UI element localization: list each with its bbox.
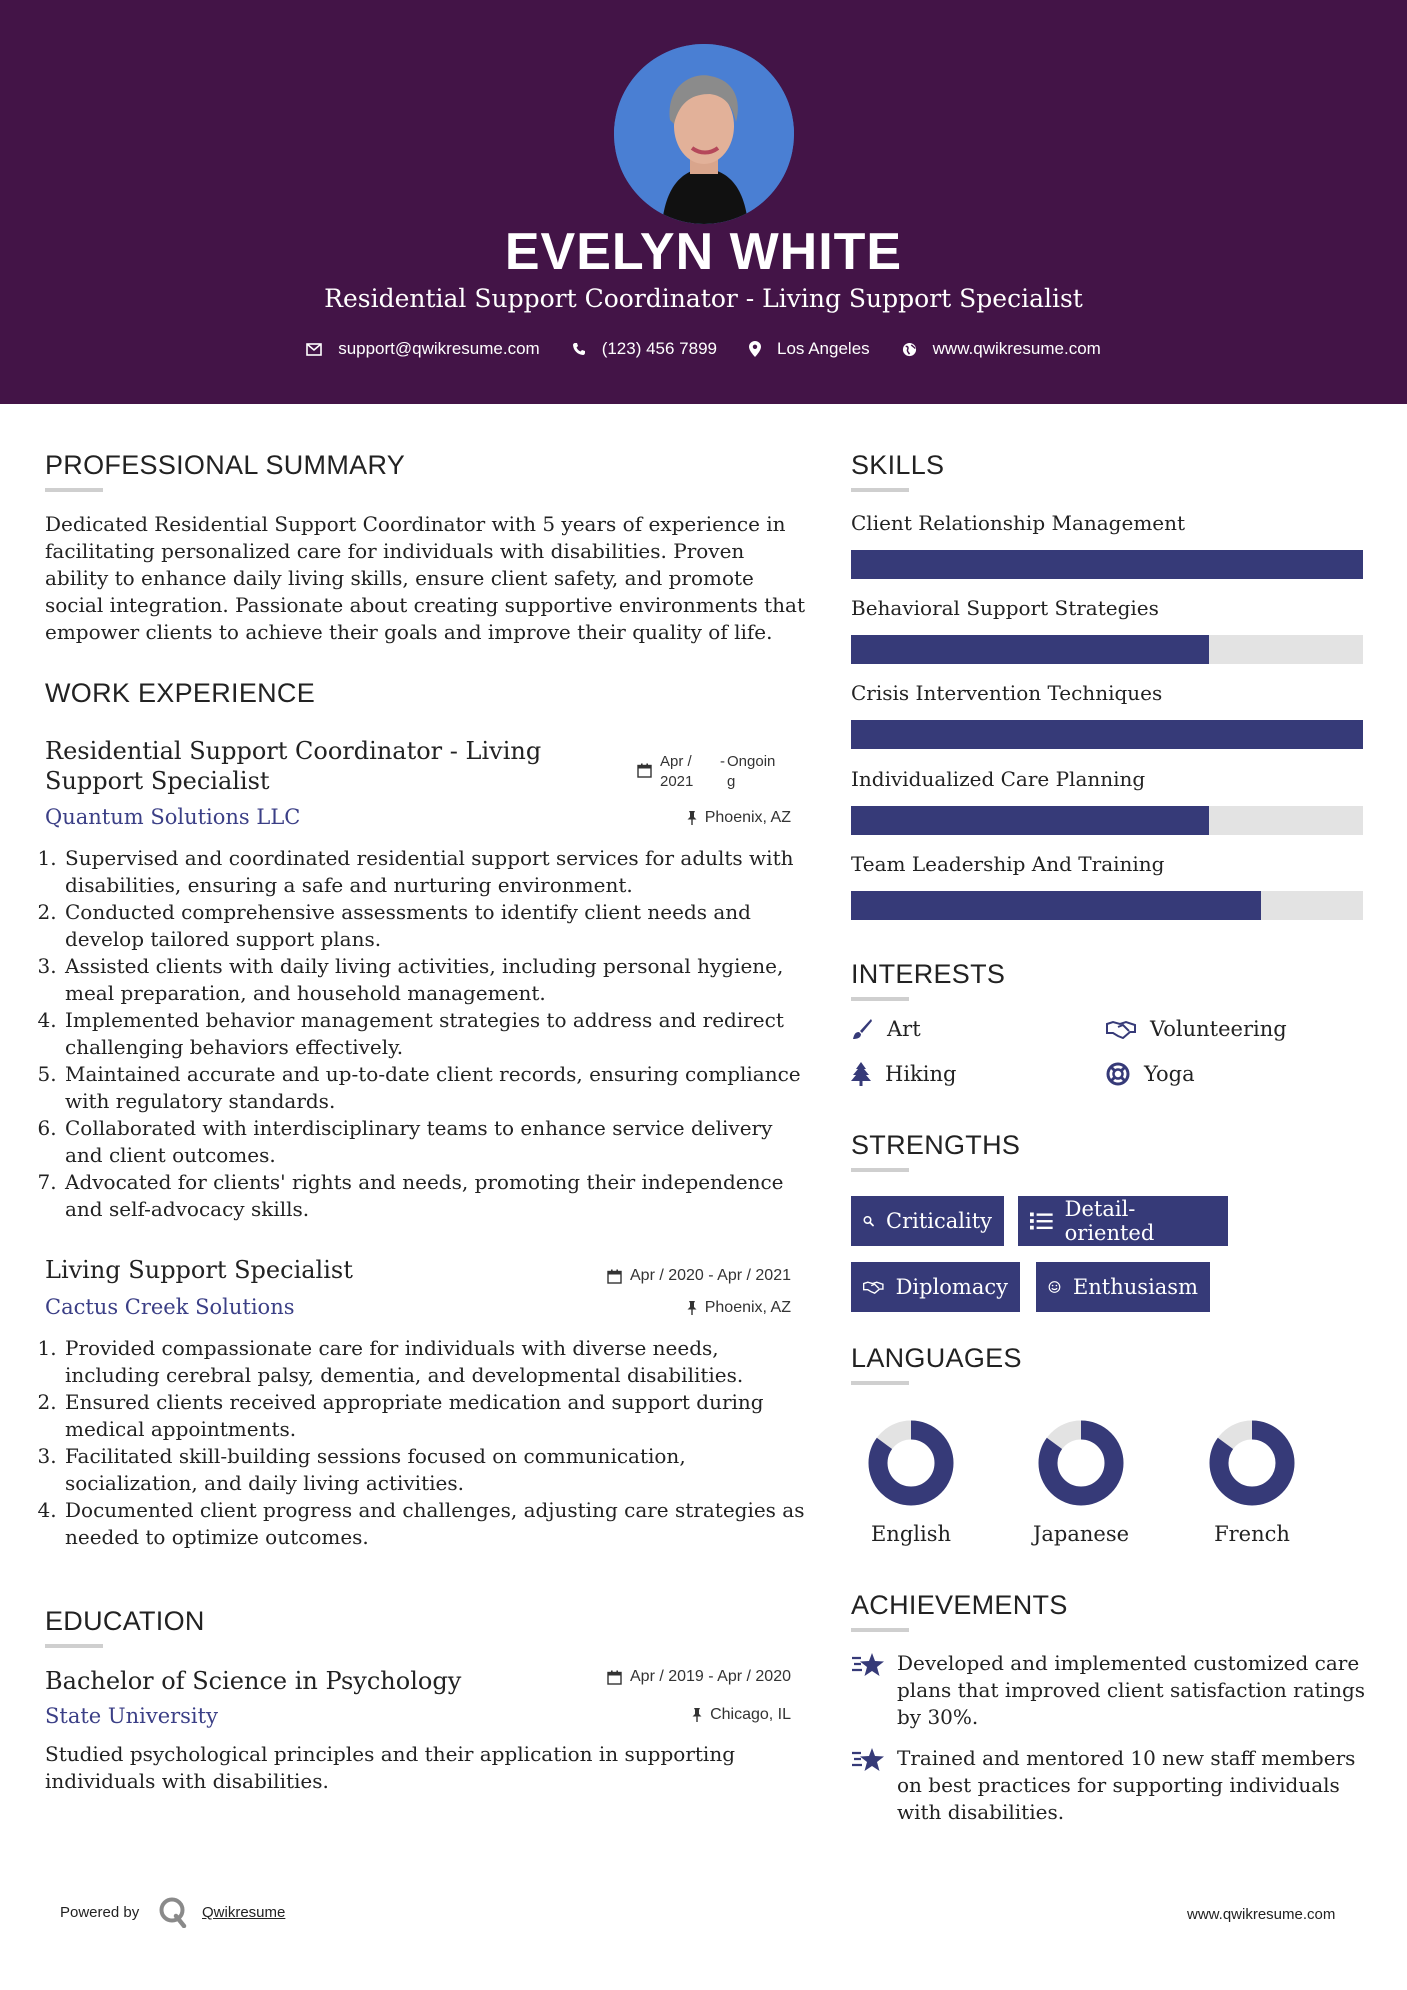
job-title: Residential Support Coordinator - Living Support Specialist	[45, 737, 542, 795]
strength-label: Criticality	[886, 1209, 992, 1233]
language-donut	[868, 1420, 954, 1506]
company-name: Quantum Solutions LLC	[45, 805, 301, 829]
star-achievement-icon	[851, 1652, 885, 1678]
life-ring-icon	[1106, 1062, 1130, 1086]
language-name: English	[870, 1522, 952, 1546]
education-date-text: Apr / 2019 - Apr / 2020	[630, 1668, 791, 1685]
job-responsibilities	[45, 1335, 813, 1551]
responsibility-item: 2. Conducted comprehensive assessments to identify client needs and develop tailored support plans.	[63, 899, 813, 953]
job-date-text: Apr / 2020 - Apr / 2021	[630, 1267, 791, 1284]
responsibility-item: 7. Advocated for clients' rights and needs, promoting their independence and self-advocacy skills.	[63, 1169, 813, 1223]
skill-bar	[851, 550, 1363, 579]
responsibility-item: 4. Documented client progress and challenges, adjusting care strategies as needed to optimize outcomes.	[63, 1497, 813, 1551]
contact-website[interactable]	[902, 339, 1101, 359]
job-location	[680, 809, 791, 827]
achievement-item	[851, 1745, 1371, 1826]
profile-photo	[614, 44, 794, 224]
job-responsibilities	[45, 845, 813, 1223]
summary-text: Dedicated Residential Support Coordinator with 5 years of experience in facilitating personalized care for individuals with disabilities. Proven ability to enhance daily living skills, ensure client safety, and promote social integration. Passionate about creating supportive environments that empower clients to achieve their goals and improve their quality of life.	[45, 512, 805, 644]
date-separator: -	[720, 753, 725, 770]
pushpin-icon	[687, 1301, 697, 1315]
skill-bar-fill	[851, 720, 1363, 749]
strength-label: Enthusiasm	[1072, 1275, 1198, 1299]
smile-icon	[1048, 1276, 1061, 1298]
responsibility-item: 2. Ensured clients received appropriate medication and support during medical appointments.	[63, 1389, 813, 1443]
skills-divider	[851, 488, 909, 492]
job-title: Living Support Specialist	[45, 1256, 353, 1284]
skill-name: Individualized Care Planning	[851, 767, 1146, 791]
calendar-icon	[607, 1269, 622, 1284]
education-dates	[575, 1668, 791, 1686]
degree-title: Bachelor of Science in Psychology	[45, 1667, 462, 1695]
portrait-image	[614, 44, 794, 224]
interests-heading: INTERESTS	[851, 959, 1006, 989]
handshake-icon	[863, 1277, 884, 1297]
interest-item	[1106, 1017, 1287, 1041]
email-text: support@qwikresume.com	[338, 339, 540, 358]
responsibility-item: 5. Maintained accurate and up-to-date client records, ensuring compliance with regulatory standards.	[63, 1061, 813, 1115]
achievements-heading: ACHIEVEMENTS	[851, 1590, 1068, 1620]
calendar-icon	[607, 1670, 622, 1685]
strength-label: Diplomacy	[895, 1275, 1008, 1299]
school-name: State University	[45, 1704, 218, 1728]
interest-label: Hiking	[885, 1062, 957, 1086]
languages-divider	[851, 1381, 909, 1385]
responsibility-item: 1. Provided compassionate care for individuals with diverse needs, including cerebral palsy, dementia, and developmental disabilities.	[63, 1335, 813, 1389]
experience-heading: WORK EXPERIENCE	[45, 678, 316, 708]
candidate-headline: Residential Support Coordinator - Living Support Specialist	[324, 284, 1083, 313]
strengths-divider	[851, 1168, 909, 1172]
language-name: Japanese	[1032, 1522, 1130, 1546]
powered-by-label: Powered by	[60, 1904, 140, 1921]
contact-bar	[0, 336, 1407, 362]
phone-icon	[572, 342, 586, 356]
resume-header	[0, 0, 1407, 404]
job-date-start: Apr / 2021	[660, 753, 694, 790]
interests-divider	[851, 997, 909, 1001]
skill-bar	[851, 806, 1363, 835]
strengths-heading: STRENGTHS	[851, 1130, 1021, 1160]
education-location	[660, 1706, 791, 1724]
interest-item	[1106, 1062, 1195, 1086]
skill-bar-fill	[851, 635, 1209, 664]
skill-bar-fill	[851, 806, 1209, 835]
strength-chip	[1036, 1262, 1210, 1312]
job-location	[680, 1299, 791, 1317]
pushpin-icon	[687, 811, 697, 825]
contact-email[interactable]	[306, 339, 540, 359]
list-icon	[1030, 1211, 1053, 1231]
skills-heading: SKILLS	[851, 450, 945, 480]
qwikresume-logo-icon	[158, 1896, 188, 1928]
education-divider	[45, 1644, 103, 1648]
job-location-text: Phoenix, AZ	[704, 809, 791, 826]
achievements-divider	[851, 1628, 909, 1632]
interest-label: Yoga	[1144, 1062, 1195, 1086]
skill-name: Behavioral Support Strategies	[851, 596, 1159, 620]
company-name: Cactus Creek Solutions	[45, 1295, 295, 1319]
strength-label: Detail-oriented	[1064, 1197, 1155, 1245]
location-text: Los Angeles	[777, 339, 870, 358]
summary-divider	[45, 488, 103, 492]
achievement-text: Trained and mentored 10 new staff members on best practices for supporting individuals with disabilities.	[897, 1746, 1356, 1824]
skill-name: Crisis Intervention Techniques	[851, 681, 1163, 705]
star-achievement-icon	[851, 1747, 885, 1773]
responsibility-item: 4. Implemented behavior management strategies to address and redirect challenging behaviors effectively.	[63, 1007, 813, 1061]
skill-bar-fill	[851, 891, 1261, 920]
job-date-end: Ongoing	[727, 753, 776, 790]
interest-label: Art	[887, 1017, 921, 1041]
education-heading: EDUCATION	[45, 1606, 205, 1636]
job-dates	[637, 752, 797, 792]
candidate-name: EVELYN WHITE	[504, 223, 903, 281]
interest-item	[851, 1062, 956, 1086]
summary-heading: PROFESSIONAL SUMMARY	[45, 450, 406, 480]
qwikresume-link[interactable]: Qwikresume	[202, 1904, 286, 1921]
contact-phone[interactable]	[572, 339, 717, 359]
language-donut	[1038, 1420, 1124, 1506]
responsibility-item: 3. Assisted clients with daily living activities, including personal hygiene, meal preparation, and household management.	[63, 953, 813, 1007]
language-donut	[1209, 1420, 1295, 1506]
strength-chip	[851, 1196, 1004, 1246]
strength-chip	[1018, 1196, 1228, 1246]
education-description: Studied psychological principles and their application in supporting individuals with disabilities.	[45, 1742, 736, 1793]
languages-heading: LANGUAGES	[851, 1343, 1022, 1373]
paint-brush-icon	[851, 1018, 873, 1040]
globe-icon	[902, 342, 917, 357]
skill-name: Client Relationship Management	[851, 511, 1186, 535]
contact-location	[749, 339, 870, 359]
pushpin-icon	[692, 1708, 702, 1722]
job-dates	[575, 1267, 791, 1285]
achievement-text: Developed and implemented customized care plans that improved client satisfaction ratings by 30%.	[897, 1651, 1366, 1729]
responsibility-item: 6. Collaborated with interdisciplinary teams to enhance service delivery and client outcomes.	[63, 1115, 813, 1169]
job-location-text: Phoenix, AZ	[704, 1299, 791, 1316]
language-name: French	[1214, 1522, 1290, 1546]
responsibility-item: 3. Facilitated skill-building sessions focused on communication, socialization, and daily living activities.	[63, 1443, 813, 1497]
achievement-item	[851, 1650, 1371, 1731]
interest-item	[851, 1017, 921, 1041]
education-location-text: Chicago, IL	[710, 1706, 791, 1723]
skill-name: Team Leadership And Training	[851, 852, 1165, 876]
skill-bar	[851, 635, 1363, 664]
skill-bar	[851, 891, 1363, 920]
handshake-icon	[1106, 1019, 1136, 1039]
skill-bar-fill	[851, 550, 1363, 579]
phone-text: (123) 456 7899	[601, 339, 718, 358]
skill-bar	[851, 720, 1363, 749]
search-icon	[863, 1210, 874, 1232]
responsibility-item: 1. Supervised and coordinated residential support services for adults with disabilities, ensuring a safe and nurturing environment.	[63, 845, 813, 899]
footer-url[interactable]: www.qwikresume.com	[1187, 1906, 1336, 1923]
tree-icon	[851, 1062, 871, 1086]
strength-chip	[851, 1262, 1020, 1312]
map-pin-icon	[749, 341, 761, 357]
calendar-icon	[637, 763, 652, 778]
envelope-icon	[306, 343, 322, 356]
interest-label: Volunteering	[1150, 1017, 1287, 1041]
website-text: www.qwikresume.com	[932, 339, 1101, 358]
